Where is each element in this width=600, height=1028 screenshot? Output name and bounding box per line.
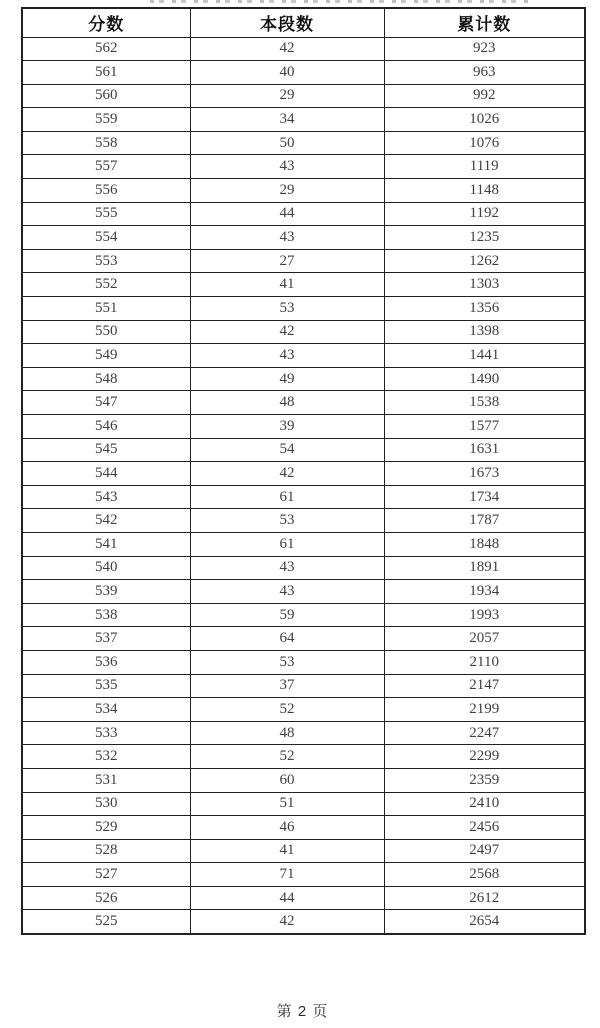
cumulative-count-cell: 2110	[384, 650, 585, 674]
score-cell: 538	[22, 603, 190, 627]
segment-count-cell: 42	[190, 37, 384, 61]
cumulative-count-cell: 1490	[384, 367, 585, 391]
segment-count-cell: 42	[190, 462, 384, 486]
cumulative-count-cell: 1993	[384, 603, 585, 627]
score-cell: 552	[22, 273, 190, 297]
segment-count-cell: 46	[190, 816, 384, 840]
cumulative-count-cell: 1631	[384, 438, 585, 462]
table-row	[22, 84, 585, 108]
table-row	[22, 745, 585, 769]
table-row	[22, 131, 585, 155]
score-cell: 534	[22, 698, 190, 722]
segment-count-cell: 61	[190, 532, 384, 556]
cumulative-count-cell: 923	[384, 37, 585, 61]
score-cell: 541	[22, 532, 190, 556]
table-row	[22, 627, 585, 651]
score-cell: 562	[22, 37, 190, 61]
segment-count-cell: 29	[190, 84, 384, 108]
cumulative-count-cell: 1891	[384, 556, 585, 580]
score-cell: 531	[22, 768, 190, 792]
table-row	[22, 721, 585, 745]
score-cell: 543	[22, 485, 190, 509]
segment-count-cell: 43	[190, 344, 384, 368]
cumulative-count-cell: 2247	[384, 721, 585, 745]
score-cell: 529	[22, 816, 190, 840]
score-cell: 549	[22, 344, 190, 368]
table-row	[22, 816, 585, 840]
cumulative-count-cell: 2147	[384, 674, 585, 698]
table-row	[22, 391, 585, 415]
score-cell: 540	[22, 556, 190, 580]
segment-count-cell: 29	[190, 179, 384, 203]
table-row	[22, 698, 585, 722]
segment-count-cell: 41	[190, 273, 384, 297]
cumulative-count-cell: 1262	[384, 249, 585, 273]
cumulative-count-cell: 1848	[384, 532, 585, 556]
segment-count-cell: 43	[190, 226, 384, 250]
segment-count-cell: 39	[190, 415, 384, 439]
table-row	[22, 509, 585, 533]
table-row	[22, 580, 585, 604]
score-cell: 537	[22, 627, 190, 651]
table-row	[22, 532, 585, 556]
cumulative-count-cell: 2359	[384, 768, 585, 792]
score-cell: 533	[22, 721, 190, 745]
segment-count-cell: 53	[190, 509, 384, 533]
table-row	[22, 320, 585, 344]
cumulative-count-cell: 1538	[384, 391, 585, 415]
score-cell: 544	[22, 462, 190, 486]
score-cell: 556	[22, 179, 190, 203]
segment-count-cell: 49	[190, 367, 384, 391]
table-row	[22, 37, 585, 61]
cumulative-count-cell: 1148	[384, 179, 585, 203]
cumulative-count-cell: 2456	[384, 816, 585, 840]
table-row	[22, 674, 585, 698]
table-row	[22, 249, 585, 273]
cumulative-count-cell: 1734	[384, 485, 585, 509]
segment-count-cell: 41	[190, 839, 384, 863]
table-row	[22, 226, 585, 250]
table-row	[22, 297, 585, 321]
table-row	[22, 650, 585, 674]
segment-count-cell: 34	[190, 108, 384, 132]
score-cell: 561	[22, 61, 190, 85]
score-cell: 526	[22, 886, 190, 910]
table-row	[22, 768, 585, 792]
score-cell: 532	[22, 745, 190, 769]
table-row	[22, 179, 585, 203]
column-header-segment-count: 本段数	[190, 8, 384, 37]
segment-count-cell: 42	[190, 320, 384, 344]
table-row	[22, 485, 585, 509]
table-body	[22, 37, 585, 934]
segment-count-cell: 71	[190, 863, 384, 887]
score-cell: 545	[22, 438, 190, 462]
table-header	[22, 8, 585, 37]
cumulative-count-cell: 2612	[384, 886, 585, 910]
cumulative-count-cell: 992	[384, 84, 585, 108]
header-row	[22, 8, 585, 37]
score-cell: 551	[22, 297, 190, 321]
table-row	[22, 61, 585, 85]
segment-count-cell: 59	[190, 603, 384, 627]
score-cell: 535	[22, 674, 190, 698]
cumulative-count-cell: 2299	[384, 745, 585, 769]
score-cell: 559	[22, 108, 190, 132]
cumulative-count-cell: 1787	[384, 509, 585, 533]
segment-count-cell: 48	[190, 721, 384, 745]
segment-count-cell: 43	[190, 556, 384, 580]
segment-count-cell: 52	[190, 745, 384, 769]
table-row	[22, 273, 585, 297]
cumulative-count-cell: 1235	[384, 226, 585, 250]
score-cell: 548	[22, 367, 190, 391]
table-row	[22, 792, 585, 816]
score-cell: 530	[22, 792, 190, 816]
table-row	[22, 438, 585, 462]
segment-count-cell: 64	[190, 627, 384, 651]
score-cell: 542	[22, 509, 190, 533]
cumulative-count-cell: 1026	[384, 108, 585, 132]
cumulative-count-cell: 1356	[384, 297, 585, 321]
table-row	[22, 839, 585, 863]
segment-count-cell: 37	[190, 674, 384, 698]
cumulative-count-cell: 2497	[384, 839, 585, 863]
table-row	[22, 202, 585, 226]
segment-count-cell: 51	[190, 792, 384, 816]
segment-count-cell: 44	[190, 886, 384, 910]
table-row	[22, 886, 585, 910]
segment-count-cell: 27	[190, 249, 384, 273]
cumulative-count-cell: 1303	[384, 273, 585, 297]
table-row	[22, 344, 585, 368]
segment-count-cell: 60	[190, 768, 384, 792]
cumulative-count-cell: 1934	[384, 580, 585, 604]
column-header-score: 分数	[22, 8, 190, 37]
score-cell: 527	[22, 863, 190, 887]
cumulative-count-cell: 1673	[384, 462, 585, 486]
score-cell: 525	[22, 910, 190, 934]
score-cell: 557	[22, 155, 190, 179]
table-row	[22, 603, 585, 627]
cumulative-count-cell: 1192	[384, 202, 585, 226]
score-cell: 560	[22, 84, 190, 108]
cumulative-count-cell: 2654	[384, 910, 585, 934]
cumulative-count-cell: 1119	[384, 155, 585, 179]
score-cell: 528	[22, 839, 190, 863]
table-row	[22, 863, 585, 887]
table-row	[22, 462, 585, 486]
table-row	[22, 910, 585, 934]
segment-count-cell: 53	[190, 650, 384, 674]
score-cell: 554	[22, 226, 190, 250]
score-cell: 550	[22, 320, 190, 344]
cumulative-count-cell: 2199	[384, 698, 585, 722]
segment-count-cell: 43	[190, 580, 384, 604]
score-distribution-table	[21, 7, 586, 935]
column-header-cumulative-count: 累计数	[384, 8, 585, 37]
score-cell: 546	[22, 415, 190, 439]
segment-count-cell: 52	[190, 698, 384, 722]
segment-count-cell: 44	[190, 202, 384, 226]
cumulative-count-cell: 2568	[384, 863, 585, 887]
cumulative-count-cell: 1398	[384, 320, 585, 344]
table-row	[22, 556, 585, 580]
cumulative-count-cell: 1577	[384, 415, 585, 439]
score-cell: 555	[22, 202, 190, 226]
segment-count-cell: 54	[190, 438, 384, 462]
table-row	[22, 415, 585, 439]
clipped-title-fragment	[150, 0, 528, 3]
score-cell: 558	[22, 131, 190, 155]
segment-count-cell: 50	[190, 131, 384, 155]
segment-count-cell: 40	[190, 61, 384, 85]
segment-count-cell: 61	[190, 485, 384, 509]
table-row	[22, 155, 585, 179]
segment-count-cell: 43	[190, 155, 384, 179]
score-cell: 553	[22, 249, 190, 273]
cumulative-count-cell: 1441	[384, 344, 585, 368]
cumulative-count-cell: 1076	[384, 131, 585, 155]
score-cell: 539	[22, 580, 190, 604]
segment-count-cell: 48	[190, 391, 384, 415]
cumulative-count-cell: 2057	[384, 627, 585, 651]
cumulative-count-cell: 2410	[384, 792, 585, 816]
cumulative-count-cell: 963	[384, 61, 585, 85]
segment-count-cell: 53	[190, 297, 384, 321]
table-row	[22, 367, 585, 391]
segment-count-cell: 42	[190, 910, 384, 934]
table-row	[22, 108, 585, 132]
score-cell: 547	[22, 391, 190, 415]
page-number: 第 2 页	[276, 1003, 329, 1020]
score-cell: 536	[22, 650, 190, 674]
